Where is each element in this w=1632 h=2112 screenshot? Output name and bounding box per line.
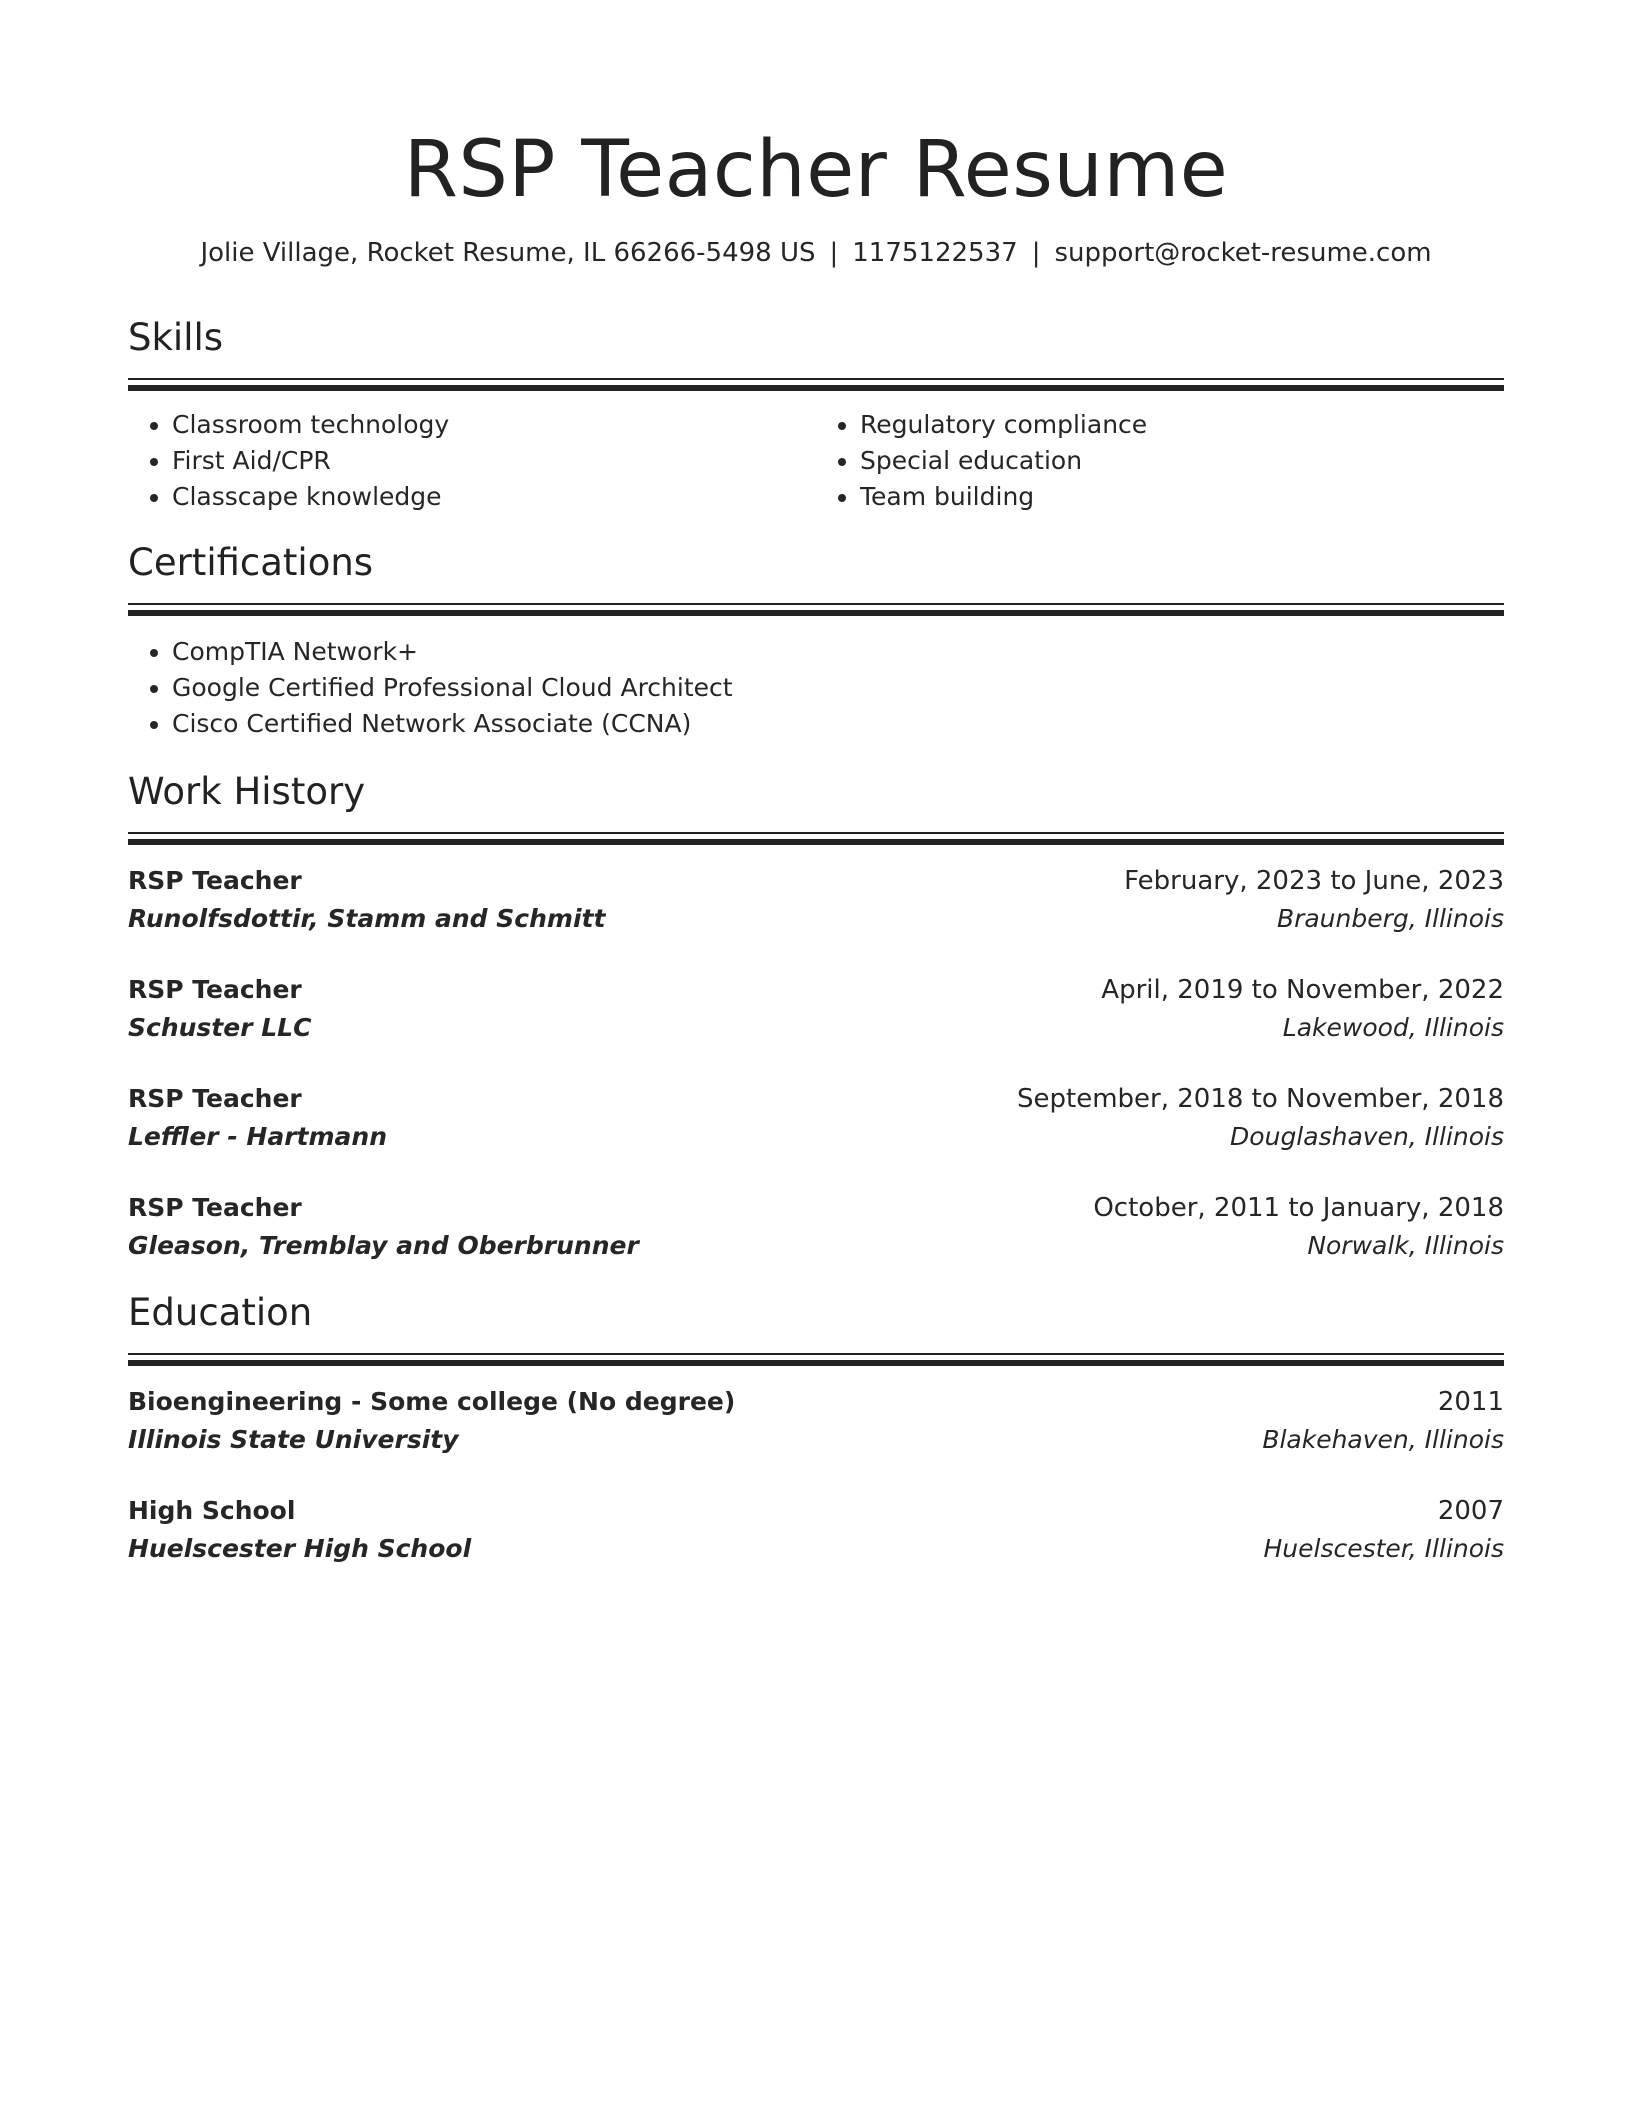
employer: Runolfsdottir, Stamm and Schmitt (128, 904, 606, 933)
school: Illinois State University (128, 1425, 459, 1454)
resume-title: RSP Teacher Resume (403, 125, 1229, 215)
work-history-section (128, 768, 1504, 1265)
contact-separator: | (829, 238, 839, 268)
employer: Leffler - Hartmann (128, 1122, 388, 1151)
skills-grid (128, 407, 1504, 515)
skill-item: • First Aid/CPR (172, 443, 816, 479)
education-entry (128, 1383, 1504, 1459)
employer: Gleason, Tremblay and Oberbrunner (128, 1231, 639, 1260)
contact-phone: 1175122537 (852, 238, 1018, 268)
job-title: RSP Teacher (128, 1084, 302, 1113)
job-dates: February, 2023 to June, 2023 (1124, 866, 1504, 896)
skill-item: • Special education (860, 443, 1504, 479)
contact-address: Jolie Village, Rocket Resume, IL 66266-5498 US (200, 238, 816, 268)
certification-item: • CompTIA Network+ (172, 634, 1504, 670)
education-entry (128, 1492, 1504, 1568)
work-entry (128, 1189, 1504, 1265)
skills-section (128, 314, 1504, 515)
employer: Schuster LLC (128, 1013, 312, 1042)
job-location: Braunberg, Illinois (1276, 904, 1504, 933)
section-divider (128, 1353, 1504, 1366)
education-year: 2007 (1437, 1496, 1504, 1526)
job-location: Norwalk, Illinois (1307, 1231, 1504, 1260)
job-location: Douglashaven, Illinois (1230, 1122, 1504, 1151)
contact-line (128, 236, 1504, 270)
job-title: RSP Teacher (128, 1193, 302, 1222)
work-entry (128, 971, 1504, 1047)
skill-item: • Classroom technology (172, 407, 816, 443)
education-year: 2011 (1437, 1387, 1504, 1417)
section-title-certifications: Certifications (128, 541, 374, 584)
education-location: Huelscester, Illinois (1263, 1534, 1504, 1563)
section-divider (128, 832, 1504, 845)
section-title-education: Education (128, 1291, 313, 1334)
education-location: Blakehaven, Illinois (1262, 1425, 1504, 1454)
contact-separator: | (1031, 238, 1041, 268)
section-title-skills: Skills (128, 316, 224, 359)
skill-item: • Classcape knowledge (172, 479, 816, 515)
job-dates: September, 2018 to November, 2018 (1017, 1084, 1504, 1114)
section-divider (128, 378, 1504, 391)
certifications-section (128, 539, 1504, 742)
school: Huelscester High School (128, 1534, 472, 1563)
certification-item: • Cisco Certified Network Associate (CCNA) (172, 706, 1504, 742)
skill-item: • Regulatory compliance (860, 407, 1504, 443)
job-title: RSP Teacher (128, 866, 302, 895)
degree: High School (128, 1496, 296, 1525)
section-title-work-history: Work History (128, 770, 366, 813)
skill-item: • Team building (860, 479, 1504, 515)
work-entry (128, 862, 1504, 938)
job-dates: October, 2011 to January, 2018 (1093, 1193, 1504, 1223)
certifications-list (128, 634, 1504, 742)
job-dates: April, 2019 to November, 2022 (1101, 975, 1504, 1005)
skills-list-right (816, 407, 1504, 515)
contact-email: support@rocket-resume.com (1054, 238, 1432, 268)
work-entry (128, 1080, 1504, 1156)
degree: Bioengineering - Some college (No degree) (128, 1387, 736, 1416)
section-divider (128, 603, 1504, 616)
certification-item: • Google Certified Professional Cloud Architect (172, 670, 1504, 706)
skills-list-left (128, 407, 816, 515)
education-section (128, 1289, 1504, 1568)
job-location: Lakewood, Illinois (1282, 1013, 1504, 1042)
job-title: RSP Teacher (128, 975, 302, 1004)
